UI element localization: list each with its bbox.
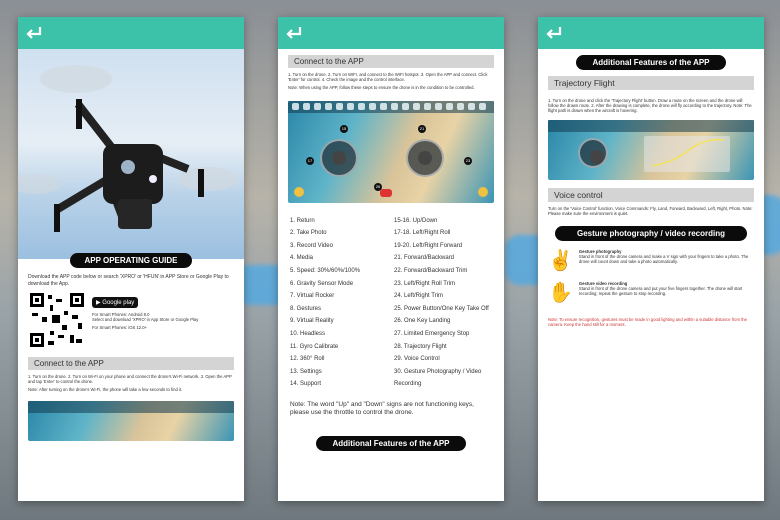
gesture-icon[interactable] [369,103,376,110]
additional-features-pill: Additional Features of the APP [576,55,726,70]
legend-item: 17-18. Left/Right Roll [394,230,451,237]
vr-icon[interactable] [380,103,387,110]
roll-icon[interactable] [413,103,420,110]
control-legend [278,209,504,397]
page-header [278,17,504,49]
return-icon[interactable] [292,103,299,110]
footnote: Note: The word "Up" and "Down" signs are not functioning keys, please use the throttle to control the drone. [290,400,474,417]
right-joystick[interactable] [406,139,444,177]
gesture-photo-title: Gesture photography [578,249,622,255]
legend-item: 2. Take Photo [290,230,327,237]
manual-page-right [538,17,764,501]
legend-item: 10. Headless [290,330,326,337]
gyro-icon[interactable] [402,103,409,110]
qr-caption-1: For Smart Phones: Android 8.0 [92,312,150,317]
connect-note: Note: When using the APP, follow these steps to ensure the drone is in the condition to be controlled. [288,85,475,91]
legend-item: 8. Gestures [290,305,322,312]
camera-icon[interactable] [303,103,310,110]
legend-item: 26. One Key Landing [394,318,451,325]
legend-item: 23. Left/Right Roll Trim [394,280,456,287]
drone-hero-image [18,49,244,259]
legend-item: 30. Gesture Photography / Video Recording [394,368,482,388]
legend-item: 12. 360° Roll [290,356,325,363]
control-toolbar [548,120,754,132]
control-screen-preview [28,401,234,441]
voice-icon[interactable] [457,103,464,110]
trajectory-text: 1. Turn on the drone and click the 'Trajectory Flight' button. Draw a route on the screen and the drone will follow the drawn route. 2. After the drawing is complete, the drone will fly according to the trajectory. Note: The flight path is drawn when the aircraft is hovering. [548,98,752,114]
gesture-video-row [538,275,764,311]
legend-column-left [290,215,388,391]
joystick-preview [578,138,608,168]
connect-note: Note: After turning on the drone's Wi-Fi, the phone will take a few seconds to find it. [28,387,183,393]
video-icon[interactable] [314,103,321,110]
legend-item: 11. Gyro Calibrate [290,343,339,350]
callout-number: 26 [375,183,381,189]
gesture-photo-text: Stand in front of the drone camera and make a V sign with your fingers to take a photo. The drone will count down and take a photo automatically. [578,254,749,265]
settings-icon[interactable] [424,103,431,110]
stop-button[interactable] [380,189,392,197]
gesture-photo-icon[interactable] [468,103,475,110]
legend-item: 25. Power Button/One Key Take Off [394,305,489,312]
back-arrow-icon[interactable] [545,25,563,41]
voice-text: Turn on the 'Voice Control' function. Voice Commands: Fly, Land, Forward, Backward, Left, Right, Photo. Note: Please make sure the environment is quiet. [548,205,753,216]
legend-item: 28. Trajectory Flight [394,343,447,350]
legend-item: 6. Gravity Sensor Mode [290,280,354,287]
land-button-icon[interactable] [478,187,488,197]
speed-icon[interactable] [336,103,343,110]
trajectory-icon[interactable] [446,103,453,110]
legend-item: 24. Left/Right Trim [394,293,444,300]
legend-item: 14. Support [290,381,322,388]
legend-item: 15-16. Up/Down [394,217,438,224]
google-play-label: Google play [102,300,135,306]
legend-item: 19-20. Left/Right Forward [394,242,463,249]
gesture-video-title: Gesture video recording [578,281,628,287]
control-toolbar [288,101,494,113]
callout-number: 21 [419,125,425,131]
headless-icon[interactable] [391,103,398,110]
legend-item: 3. Record Video [290,242,333,249]
back-arrow-icon[interactable] [25,25,43,41]
legend-item: 7. Virtual Rocker [290,293,335,300]
legend-item: 5. Speed: 30%/60%/100% [290,267,361,274]
qr-code-icon[interactable] [28,291,86,349]
additional-features-pill: Additional Features of the APP [316,436,466,451]
gravity-icon[interactable] [347,103,354,110]
callout-number: 15 [341,125,347,131]
legend-item: 9. Virtual Reality [290,318,334,325]
legend-column-right [394,215,492,391]
left-joystick[interactable] [320,139,358,177]
voice-section-header: Voice control [548,188,754,202]
legend-item: 29. Voice Control [394,356,440,363]
legend-item: 4. Media [290,255,314,262]
qr-caption-2: Select and download 'XPRO' in App Store or Google Play [92,317,199,323]
legend-item: 27. Limited Emergency Stop [394,330,470,337]
qr-caption-3: For Smart Phones: iOS 12.0+ [92,325,148,331]
download-instructions: Download the APP code below or search 'XPRO' or 'HFUN' in APP Store or Google Play to download the App. [28,274,229,287]
drone-photo-icon [18,49,244,259]
page-header [538,17,764,49]
callout-number: 17 [307,157,313,163]
page-header [18,17,244,49]
media-icon[interactable] [325,103,332,110]
control-toolbar [28,401,234,413]
back-arrow-icon[interactable] [285,25,303,41]
gesture-video-text: Stand in front of the drone camera and put your five fingers together. The drone will start recording; repeat the gesture to stop recording. [578,286,743,297]
legend-item: 13. Settings [290,368,322,375]
rocker-icon[interactable] [358,103,365,110]
trajectory-draw-area[interactable] [644,136,730,172]
gesture-pill: Gesture photography / video recording [555,226,747,241]
power-button-icon[interactable] [294,187,304,197]
open-hand-icon: ✋ [548,282,573,305]
legend-item: 21. Forward/Backward [394,255,455,262]
victory-hand-icon: ✌ [548,250,573,273]
connect-section-header: Connect to the APP [28,357,234,370]
qr-section [18,287,244,353]
app-control-interface [288,101,494,203]
connect-steps: 1. Turn on the drone. 2. Turn on Wi-Fi on your phone and connect the drone's Wi-Fi network. 3. Open the APP and tap 'Enter' to control the drone. [28,374,232,385]
power-icon[interactable] [479,103,486,110]
manual-page-middle [278,17,504,501]
trajectory-path-icon [644,136,730,172]
trajectory-section-header: Trajectory Flight [548,76,754,90]
app-operating-guide-pill: APP OPERATING GUIDE [70,253,192,268]
google-play-badge[interactable] [92,297,138,308]
gesture-photo-row [538,247,764,275]
legend-item: 1. Return [290,217,315,224]
play-store-icon: ▶ [96,300,103,306]
connect-steps: 1. Turn on the drone. 2. Turn on WIFI, and connect to the WIFI hotspot. 3. Open the APP and connect. Click 'Enter' for control. 4. Check the image and the control interface. [288,72,488,83]
callout-number: 23 [465,157,471,163]
gesture-note: Note: To ensure recognition, gestures must be made in good lighting and within a suitable distance from the camera. Keep the hand still for a moment. [548,317,747,328]
manual-page-left [18,17,244,501]
trajectory-preview [548,120,754,180]
connect-section-header: Connect to the APP [288,55,494,68]
legend-item: 22. Forward/Backward Trim [394,267,468,274]
support-icon[interactable] [435,103,442,110]
